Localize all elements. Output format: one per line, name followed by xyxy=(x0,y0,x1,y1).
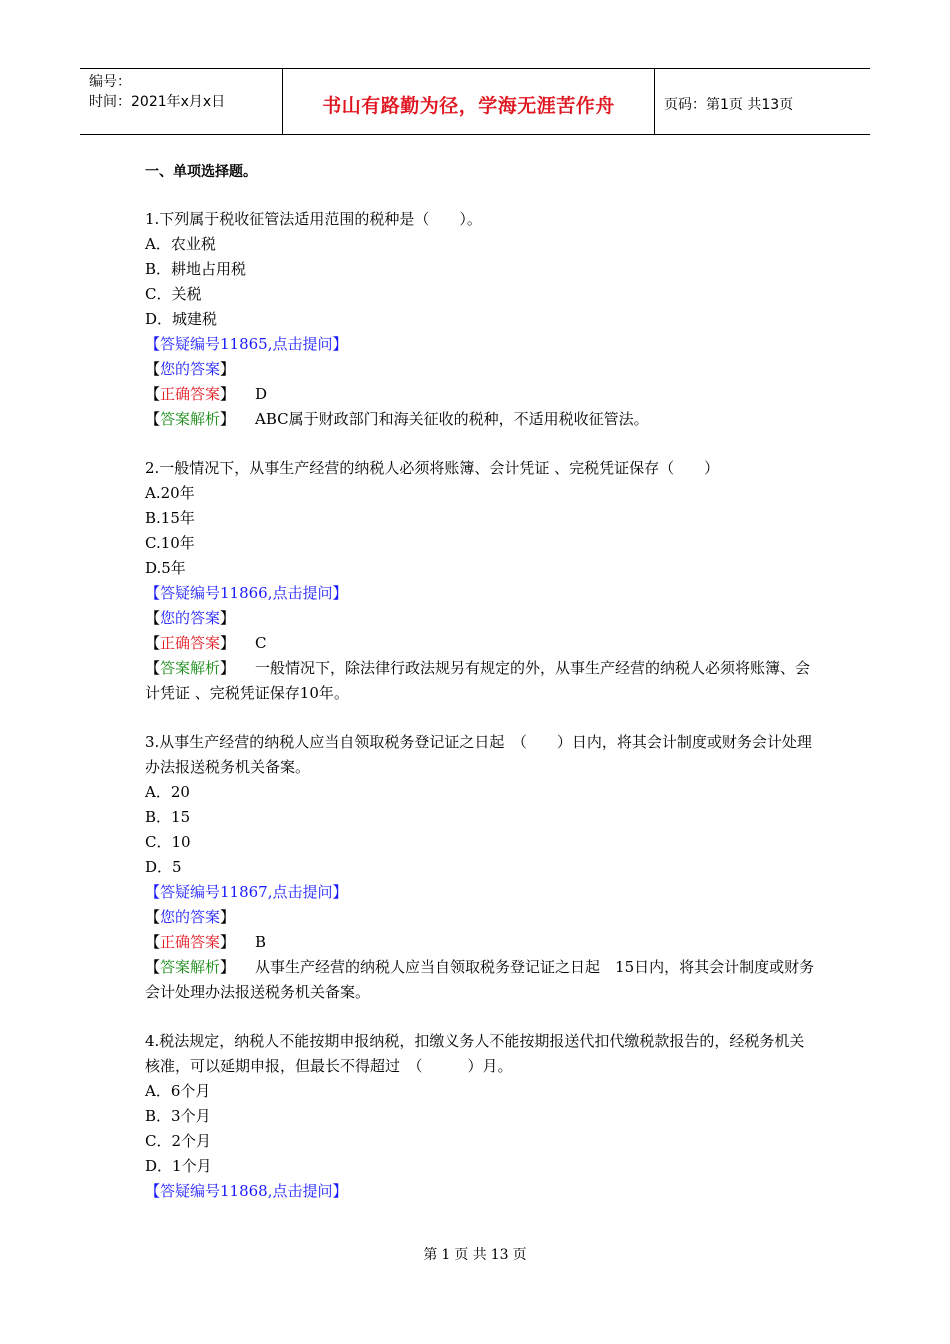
question-2 xyxy=(145,456,815,706)
bracket-close: 】 xyxy=(220,385,236,403)
bracket-open: 【 xyxy=(145,659,161,677)
bracket-close: 】 xyxy=(220,609,236,627)
qa-link[interactable]: 【答疑编号11866,点击提问】 xyxy=(145,584,348,602)
analysis-text: ABC属于财政部门和海关征收的税种，不适用税收征管法。 xyxy=(255,410,649,428)
question-4 xyxy=(145,1029,815,1204)
option-b: B.15年 xyxy=(145,509,195,527)
your-answer-row xyxy=(145,357,815,382)
bracket-close: 】 xyxy=(220,659,236,677)
number-label: 编号： xyxy=(89,74,131,90)
correct-answer-row xyxy=(145,930,815,955)
question-text: 4.税法规定，纳税人不能按期申报纳税，扣缴义务人不能按期报送代扣代缴税款报告的，经税务机关核准，可以延期申报，但最长不得超过 （ ）月。 xyxy=(145,1032,805,1075)
question-text: 2.一般情况下，从事生产经营的纳税人必须将账簿、会计凭证 、完税凭证保存（ ） xyxy=(145,459,720,477)
footer-prefix: 第 xyxy=(423,1247,438,1263)
question-text: 3.从事生产经营的纳税人应当自领取税务登记证之日起 （ ）日内，将其会计制度或财务会计处理办法报送税务机关备案。 xyxy=(145,733,812,776)
bracket-open: 【 xyxy=(145,385,161,403)
option-b: B．耕地占用税 xyxy=(145,260,247,278)
correct-answer-value: C xyxy=(255,634,267,652)
document-body xyxy=(145,160,815,1228)
bracket-open: 【 xyxy=(145,933,161,951)
question-1 xyxy=(145,207,815,432)
bracket-open: 【 xyxy=(145,410,161,428)
your-answer-label: 您的答案 xyxy=(160,609,221,627)
bracket-open: 【 xyxy=(145,360,161,378)
bracket-close: 】 xyxy=(220,908,236,926)
page-header xyxy=(80,68,870,135)
bracket-close: 】 xyxy=(220,410,236,428)
bracket-open: 【 xyxy=(145,634,161,652)
option-a: A．农业税 xyxy=(145,235,216,253)
option-c: C．2个月 xyxy=(145,1132,212,1150)
footer-page-number: 1 xyxy=(441,1247,451,1263)
qa-link[interactable]: 【答疑编号11868,点击提问】 xyxy=(145,1182,348,1200)
analysis-row xyxy=(145,955,815,1005)
bracket-close: 】 xyxy=(220,958,236,976)
header-meta xyxy=(80,69,282,134)
option-c: C．10 xyxy=(145,833,191,851)
footer-mid: 页 共 xyxy=(454,1247,487,1263)
question-3 xyxy=(145,730,815,1005)
your-answer-label: 您的答案 xyxy=(160,360,221,378)
option-a: A．20 xyxy=(145,783,190,801)
footer-total-pages: 13 xyxy=(490,1247,509,1263)
qa-link[interactable]: 【答疑编号11865,点击提问】 xyxy=(145,335,348,353)
page-footer xyxy=(0,1244,950,1264)
qa-link[interactable]: 【答疑编号11867,点击提问】 xyxy=(145,883,348,901)
analysis-row xyxy=(145,656,815,706)
your-answer-label: 您的答案 xyxy=(160,908,221,926)
option-d: D.5年 xyxy=(145,559,186,577)
analysis-row xyxy=(145,407,815,432)
header-page-cell xyxy=(655,69,870,134)
section-title: 一、单项选择题。 xyxy=(145,164,257,180)
analysis-text: 从事生产经营的纳税人应当自领取税务登记证之日起 15日内，将其会计制度或财务会计处理办法报送税务机关备案。 xyxy=(145,958,815,1001)
option-d: D．城建税 xyxy=(145,310,218,328)
your-answer-row xyxy=(145,606,815,631)
analysis-label: 答案解析 xyxy=(160,958,221,976)
footer-suffix: 页 xyxy=(512,1247,527,1263)
analysis-label: 答案解析 xyxy=(160,659,221,677)
correct-answer-row xyxy=(145,382,815,407)
correct-answer-value: B xyxy=(255,933,267,951)
correct-answer-value: D xyxy=(255,385,268,403)
analysis-text: 一般情况下，除法律行政法规另有规定的外，从事生产经营的纳税人必须将账簿、会计凭证 、完税凭证保存10年。 xyxy=(145,659,811,702)
bracket-close: 】 xyxy=(220,634,236,652)
header-motto-cell xyxy=(282,69,655,134)
option-d: D．5 xyxy=(145,858,182,876)
time-label: 时间：2021年x月x日 xyxy=(89,94,226,110)
option-c: C.10年 xyxy=(145,534,195,552)
option-b: B．15 xyxy=(145,808,191,826)
page-label: 页码：第1页 共13页 xyxy=(664,96,794,113)
question-text: 1.下列属于税收征管法适用范围的税种是（ ）。 xyxy=(145,210,482,228)
analysis-label: 答案解析 xyxy=(160,410,221,428)
option-c: C．关税 xyxy=(145,285,202,303)
bracket-close: 】 xyxy=(220,360,236,378)
bracket-open: 【 xyxy=(145,908,161,926)
bracket-open: 【 xyxy=(145,958,161,976)
option-b: B．3个月 xyxy=(145,1107,211,1125)
option-a: A．6个月 xyxy=(145,1082,211,1100)
motto: 书山有路勤为径，学海无涯苦作舟 xyxy=(322,95,615,117)
bracket-close: 】 xyxy=(220,933,236,951)
option-a: A.20年 xyxy=(145,484,195,502)
bracket-open: 【 xyxy=(145,609,161,627)
correct-answer-label: 正确答案 xyxy=(160,634,221,652)
correct-answer-label: 正确答案 xyxy=(160,385,221,403)
your-answer-row xyxy=(145,905,815,930)
correct-answer-label: 正确答案 xyxy=(160,933,221,951)
correct-answer-row xyxy=(145,631,815,656)
option-d: D．1个月 xyxy=(145,1157,212,1175)
